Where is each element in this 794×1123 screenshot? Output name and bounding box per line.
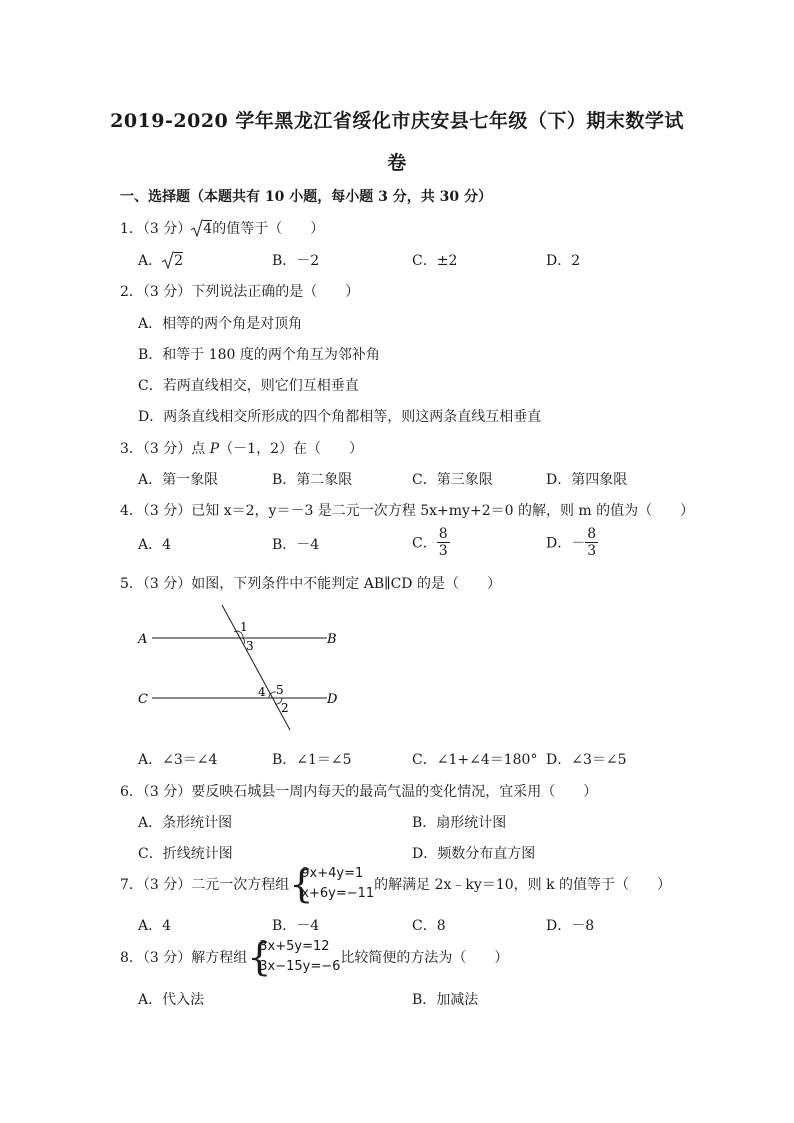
label-a: A — [138, 632, 148, 647]
question-5: 5．（3 分）如图，下列条件中不能判定 AB∥CD 的是（ ） — [120, 576, 501, 592]
q1-option-d[interactable]: D．2 — [546, 253, 581, 269]
q3-option-d[interactable]: D．第四象限 — [546, 472, 628, 488]
angle-label-3: 3 — [246, 639, 254, 653]
paper-title-line2: 卷 — [387, 152, 407, 174]
paper-title-line1: 2019-2020 学年黑龙江省绥化市庆安县七年级（下）期末数学试 — [110, 110, 684, 132]
q6-option-d[interactable]: D．频数分布直方图 — [412, 846, 536, 862]
fraction: $\frac{8}{3}$ — [587, 526, 597, 559]
question-3: 3．（3 分）点 P（－1，2）在（ ） — [120, 441, 363, 457]
q7-option-b[interactable]: B．－4 — [272, 918, 320, 934]
q4-option-d[interactable]: D．－ $\frac{8}{3}$ — [546, 526, 597, 559]
q1-option-a[interactable]: A． 2 — [138, 253, 184, 269]
sqrt-symbol: 4 — [191, 219, 212, 237]
question-8: 8．（3 分）解方程组 { 3x+5y=12 3x−15y=−6 比较简便的方法为（ ） — [120, 935, 509, 979]
q3-option-b[interactable]: B．第二象限 — [272, 472, 353, 488]
angle-label-1: 1 — [240, 620, 248, 634]
q3-option-c[interactable]: C．第三象限 — [412, 472, 493, 488]
label-b: B — [327, 632, 337, 647]
q8-option-a[interactable]: A．代入法 — [138, 992, 205, 1008]
q6-option-a[interactable]: A．条形统计图 — [138, 815, 233, 831]
question-1: 1．（3 分） 4的值等于（ ） — [120, 221, 325, 237]
q7-option-a[interactable]: A．4 — [138, 918, 172, 934]
q1-option-b[interactable]: B．－2 — [272, 253, 320, 269]
q2-option-b[interactable]: B．和等于 180 度的两个角互为邻补角 — [138, 347, 380, 363]
label-d: D — [327, 692, 338, 707]
question-2: 2．（3 分）下列说法正确的是（ ） — [120, 284, 360, 300]
q6-option-b[interactable]: B．扇形统计图 — [412, 815, 507, 831]
fraction: $\frac{8}{3}$ — [438, 526, 448, 559]
angle-label-5: 5 — [276, 683, 284, 697]
q5-option-c[interactable]: C．∠1+∠4＝180° — [412, 752, 538, 768]
q7-option-c[interactable]: C．8 — [412, 918, 446, 934]
parallel-lines-figure — [130, 600, 360, 735]
q2-option-d[interactable]: D．两条直线相交所形成的四个角都相等，则这两条直线互相垂直 — [138, 409, 542, 425]
q4-option-a[interactable]: A．4 — [138, 537, 172, 553]
q4-option-c[interactable]: C． $\frac{8}{3}$ — [412, 526, 448, 559]
angle-label-4: 4 — [258, 685, 266, 699]
equation-system: { 3x+5y=12 3x−15y=−6 — [247, 935, 341, 979]
label-c: C — [138, 692, 148, 707]
q6-option-c[interactable]: C．折线统计图 — [138, 846, 233, 862]
q5-option-a[interactable]: A．∠3＝∠4 — [138, 752, 218, 768]
q8-option-b[interactable]: B．加减法 — [412, 992, 479, 1008]
section-heading: 一、选择题（本题共有 10 小题，每小题 3 分，共 30 分） — [120, 189, 492, 205]
q7-option-d[interactable]: D．－8 — [546, 918, 595, 934]
equation-system: { 9x+4y=1 x+6y=−11 — [289, 862, 375, 906]
angle-label-2: 2 — [281, 701, 289, 715]
q4-option-b[interactable]: B．－4 — [272, 537, 320, 553]
q1-option-c[interactable]: C．±2 — [412, 253, 458, 269]
q3-option-a[interactable]: A．第一象限 — [138, 472, 219, 488]
question-6: 6．（3 分）要反映石城县一周内每天的最高气温的变化情况，宜采用（ ） — [120, 784, 598, 800]
transversal-line — [222, 605, 290, 730]
q5-option-b[interactable]: B．∠1＝∠5 — [272, 752, 352, 768]
q2-option-a[interactable]: A．相等的两个角是对顶角 — [138, 316, 303, 332]
q5-option-d[interactable]: D．∠3＝∠5 — [546, 752, 627, 768]
question-7: 7．（3 分）二元一次方程组 { 9x+4y=1 x+6y=−11 的解满足 2x﹣ky＝10，则 k 的值等于（ ） — [120, 862, 672, 906]
q2-option-c[interactable]: C．若两直线相交，则它们互相垂直 — [138, 378, 359, 394]
question-4: 4．（3 分）已知 x＝2，y＝－3 是二元一次方程 5x+my+2＝0 的解，则 m 的值为（ ） — [120, 503, 695, 519]
sqrt-symbol: 2 — [162, 251, 183, 269]
